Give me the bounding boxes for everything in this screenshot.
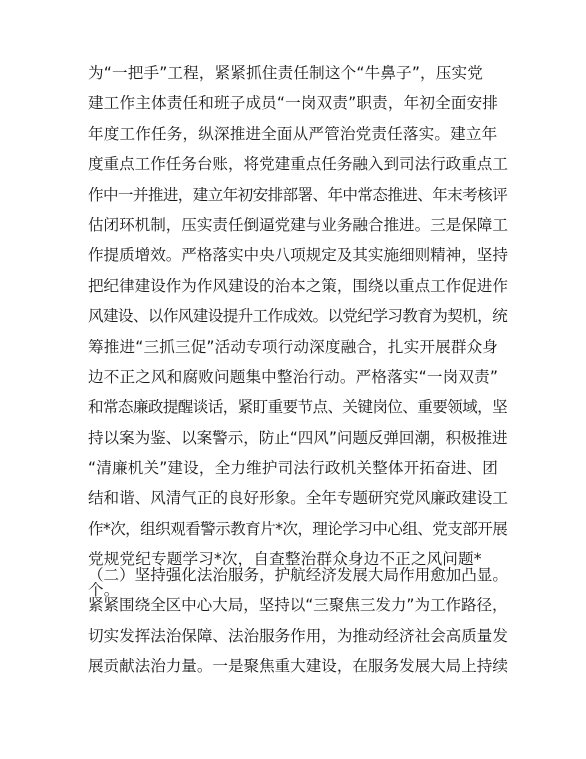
text-line: 紧紧围绕全区中心大局，坚持以“三聚焦三发力”为工作路径， [88, 596, 508, 615]
text-line: 年度工作任务，纵深推进全面从严管治党责任落实。建立年 [88, 124, 498, 143]
text-line: 度重点工作任务台账，将党建重点任务融入到司法行政重点工 [88, 155, 508, 174]
section-heading-line: （二）坚持强化法治服务，护航经济发展大局作用愈加凸显。 [88, 566, 508, 584]
paragraph-party-building [88, 58, 508, 605]
text-line: 作提质增效。严格落实中央八项规定及其实施细则精神，坚持 [88, 246, 508, 265]
text-line: 把纪律建设作为作风建设的治本之策，围绕以重点工作促进作 [88, 276, 508, 295]
text-line: 和常态廉政提醒谈话，紧盯重要节点、关键岗位、重要领域，坚 [88, 398, 508, 417]
text-line: 估闭环机制，压实责任倒逼党建与业务融合推进。三是保障工 [88, 215, 508, 234]
text-line: 持以案为鉴、以案警示，防止“四风”问题反弹回潮，积极推进 [88, 428, 508, 447]
text-line: 个。 [88, 580, 120, 599]
text-line: “清廉机关”建设，全力维护司法行政机关整体开拓奋进、团 [88, 459, 499, 478]
text-line: 党规党纪专题学习*次，自查整治群众身边不正之风问题* [88, 550, 482, 569]
text-line: 切实发挥法治保障、法治服务作用，为推动经济社会高质量发 [88, 626, 508, 645]
text-line: 作中一并推进，建立年初安排部署、年中常态推进、年末考核评 [88, 185, 508, 204]
text-line: 作*次，组织观看警示教育片*次，理论学习中心组、党支部开展 [88, 519, 508, 538]
paragraph-legal-service [88, 560, 508, 682]
text-line: 风建设、以作风建设提升工作成效。以党纪学习教育为契机，统 [88, 307, 508, 326]
text-line: 为“一把手”工程，紧紧抓住责任制这个“牛鼻子”，压实党 [88, 64, 484, 82]
text-line: 筹推进“三抓三促”活动专项行动深度融合，扎实开展群众身 [88, 337, 499, 356]
text-line: 展贡献法治力量。一是聚焦重大建设，在服务发展大局上持续 [88, 657, 508, 676]
text-line: 结和谐、风清气正的良好形象。全年专题研究党风廉政建设工 [88, 489, 508, 508]
text-line: 边不正之风和腐败问题集中整治行动。严格落实“一岗双责” [88, 367, 499, 386]
text-line: 建工作主体责任和班子成员“一岗双责”职责，年初全面安排 [88, 94, 499, 113]
